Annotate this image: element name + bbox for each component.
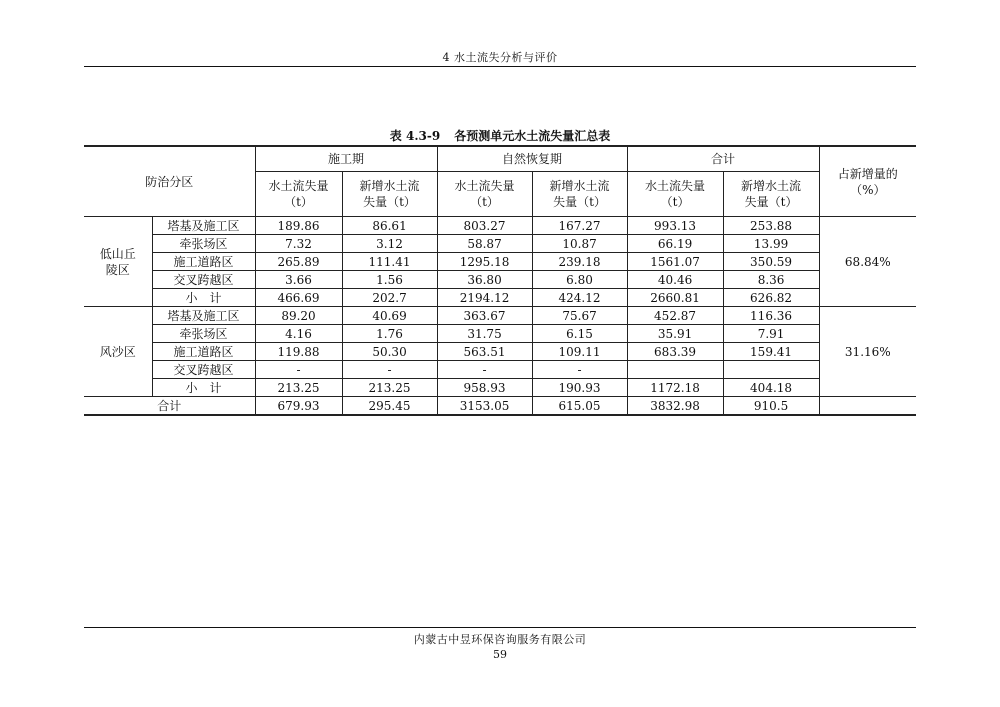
total-value: 3153.05	[437, 397, 532, 416]
value-cell: 466.69	[255, 289, 342, 307]
total-value: 679.93	[255, 397, 342, 416]
value-cell: 86.61	[342, 217, 437, 235]
value-cell: 116.36	[723, 307, 819, 325]
value-cell: 239.18	[532, 253, 627, 271]
value-cell	[627, 361, 723, 379]
value-cell: 1.56	[342, 271, 437, 289]
share-header-line: （%）	[850, 182, 886, 197]
region-share: 31.16%	[819, 307, 916, 397]
table-row	[84, 379, 916, 397]
table-row	[84, 235, 916, 253]
table-row	[84, 307, 916, 325]
value-cell: 253.88	[723, 217, 819, 235]
total-value: 910.5	[723, 397, 819, 416]
value-cell: -	[532, 361, 627, 379]
subheader-soil-loss-line: （t）	[470, 195, 499, 209]
value-cell: 159.41	[723, 343, 819, 361]
table-row	[84, 217, 916, 235]
subheader-new-soil-loss	[723, 172, 819, 217]
value-cell: 265.89	[255, 253, 342, 271]
subheader-new-soil-loss-line: 失量（t）	[363, 195, 416, 209]
subheader-soil-loss-line: 水土流失量	[645, 179, 706, 193]
value-cell: 6.15	[532, 325, 627, 343]
value-cell: 452.87	[627, 307, 723, 325]
table-number: 表 4.3-9	[389, 129, 441, 143]
value-cell: 40.46	[627, 271, 723, 289]
region-name-line: 风沙区	[99, 344, 136, 359]
value-cell: 1561.07	[627, 253, 723, 271]
zone-header: 防治分区	[84, 146, 255, 217]
area-label: 施工道路区	[152, 343, 255, 361]
value-cell	[723, 361, 819, 379]
value-cell: 189.86	[255, 217, 342, 235]
value-cell: 1.76	[342, 325, 437, 343]
period-header: 施工期	[255, 146, 437, 172]
subheader-soil-loss	[437, 172, 532, 217]
total-value: 615.05	[532, 397, 627, 416]
value-cell: 350.59	[723, 253, 819, 271]
total-row	[84, 397, 916, 416]
value-cell: 40.69	[342, 307, 437, 325]
value-cell: 119.88	[255, 343, 342, 361]
value-cell: 36.80	[437, 271, 532, 289]
area-label: 小 计	[152, 289, 255, 307]
value-cell: 109.11	[532, 343, 627, 361]
value-cell: 7.91	[723, 325, 819, 343]
area-label: 交叉跨越区	[152, 271, 255, 289]
soil-loss-summary-table	[84, 145, 916, 416]
share-header-line: 占新增量的	[837, 166, 898, 181]
value-cell: 10.87	[532, 235, 627, 253]
subheader-new-soil-loss-line: 新增水土流	[549, 179, 610, 193]
area-label: 施工道路区	[152, 253, 255, 271]
subheader-new-soil-loss-line: 失量（t）	[744, 195, 798, 209]
subheader-new-soil-loss	[342, 172, 437, 217]
subheader-soil-loss	[627, 172, 723, 217]
area-label: 交叉跨越区	[152, 361, 255, 379]
table-row	[84, 289, 916, 307]
value-cell: 167.27	[532, 217, 627, 235]
running-header: 4 水土流失分析与评价	[442, 51, 558, 64]
total-value: 295.45	[342, 397, 437, 416]
region-name-line: 低山丘	[99, 246, 136, 261]
region-name-line: 陵区	[105, 262, 130, 277]
area-label: 牵张场区	[152, 325, 255, 343]
area-label: 塔基及施工区	[152, 217, 255, 235]
footer-rule	[84, 627, 916, 628]
value-cell: 190.93	[532, 379, 627, 397]
subheader-soil-loss-line: （t）	[660, 195, 690, 209]
period-header: 合计	[627, 146, 819, 172]
header-row-groups	[84, 146, 916, 172]
table-row	[84, 271, 916, 289]
subheader-new-soil-loss	[532, 172, 627, 217]
value-cell: 50.30	[342, 343, 437, 361]
value-cell: 626.82	[723, 289, 819, 307]
period-header: 自然恢复期	[437, 146, 627, 172]
subheader-new-soil-loss-line: 失量（t）	[553, 195, 606, 209]
subheader-soil-loss	[255, 172, 342, 217]
value-cell: 35.91	[627, 325, 723, 343]
value-cell: 89.20	[255, 307, 342, 325]
value-cell: 6.80	[532, 271, 627, 289]
area-label: 塔基及施工区	[152, 307, 255, 325]
value-cell: 75.67	[532, 307, 627, 325]
value-cell: 683.39	[627, 343, 723, 361]
value-cell: 58.87	[437, 235, 532, 253]
value-cell: 2194.12	[437, 289, 532, 307]
value-cell: 202.7	[342, 289, 437, 307]
value-cell: 803.27	[437, 217, 532, 235]
value-cell: 993.13	[627, 217, 723, 235]
value-cell: 213.25	[255, 379, 342, 397]
table-row	[84, 253, 916, 271]
total-label: 合计	[84, 397, 255, 416]
value-cell: 4.16	[255, 325, 342, 343]
region-share: 68.84%	[819, 217, 916, 307]
value-cell: -	[437, 361, 532, 379]
region-name	[84, 217, 152, 307]
header-rule	[84, 66, 916, 67]
subheader-new-soil-loss-line: 新增水土流	[359, 179, 420, 193]
table-row	[84, 325, 916, 343]
page-number: 59	[493, 648, 507, 661]
value-cell: 31.75	[437, 325, 532, 343]
value-cell: 424.12	[532, 289, 627, 307]
value-cell: 1172.18	[627, 379, 723, 397]
value-cell: 3.12	[342, 235, 437, 253]
value-cell: -	[255, 361, 342, 379]
value-cell: 66.19	[627, 235, 723, 253]
subheader-new-soil-loss-line: 新增水土流	[741, 179, 802, 193]
subheader-soil-loss-line: （t）	[284, 195, 313, 209]
total-share	[819, 397, 916, 416]
region-name	[84, 307, 152, 397]
value-cell: -	[342, 361, 437, 379]
share-header	[819, 146, 916, 217]
table-row	[84, 361, 916, 379]
value-cell: 958.93	[437, 379, 532, 397]
value-cell: 213.25	[342, 379, 437, 397]
value-cell: 111.41	[342, 253, 437, 271]
value-cell: 3.66	[255, 271, 342, 289]
area-label: 牵张场区	[152, 235, 255, 253]
value-cell: 8.36	[723, 271, 819, 289]
value-cell: 7.32	[255, 235, 342, 253]
value-cell: 13.99	[723, 235, 819, 253]
area-label: 小 计	[152, 379, 255, 397]
subheader-soil-loss-line: 水土流失量	[454, 179, 515, 193]
value-cell: 2660.81	[627, 289, 723, 307]
value-cell: 563.51	[437, 343, 532, 361]
value-cell: 363.67	[437, 307, 532, 325]
value-cell: 1295.18	[437, 253, 532, 271]
subheader-soil-loss-line: 水土流失量	[268, 179, 329, 193]
total-value: 3832.98	[627, 397, 723, 416]
table-row	[84, 343, 916, 361]
table-title: 各预测单元水土流失量汇总表	[454, 129, 611, 143]
value-cell: 404.18	[723, 379, 819, 397]
table-caption	[0, 127, 1000, 144]
footer-organization: 内蒙古中昱环保咨询服务有限公司	[413, 633, 587, 646]
